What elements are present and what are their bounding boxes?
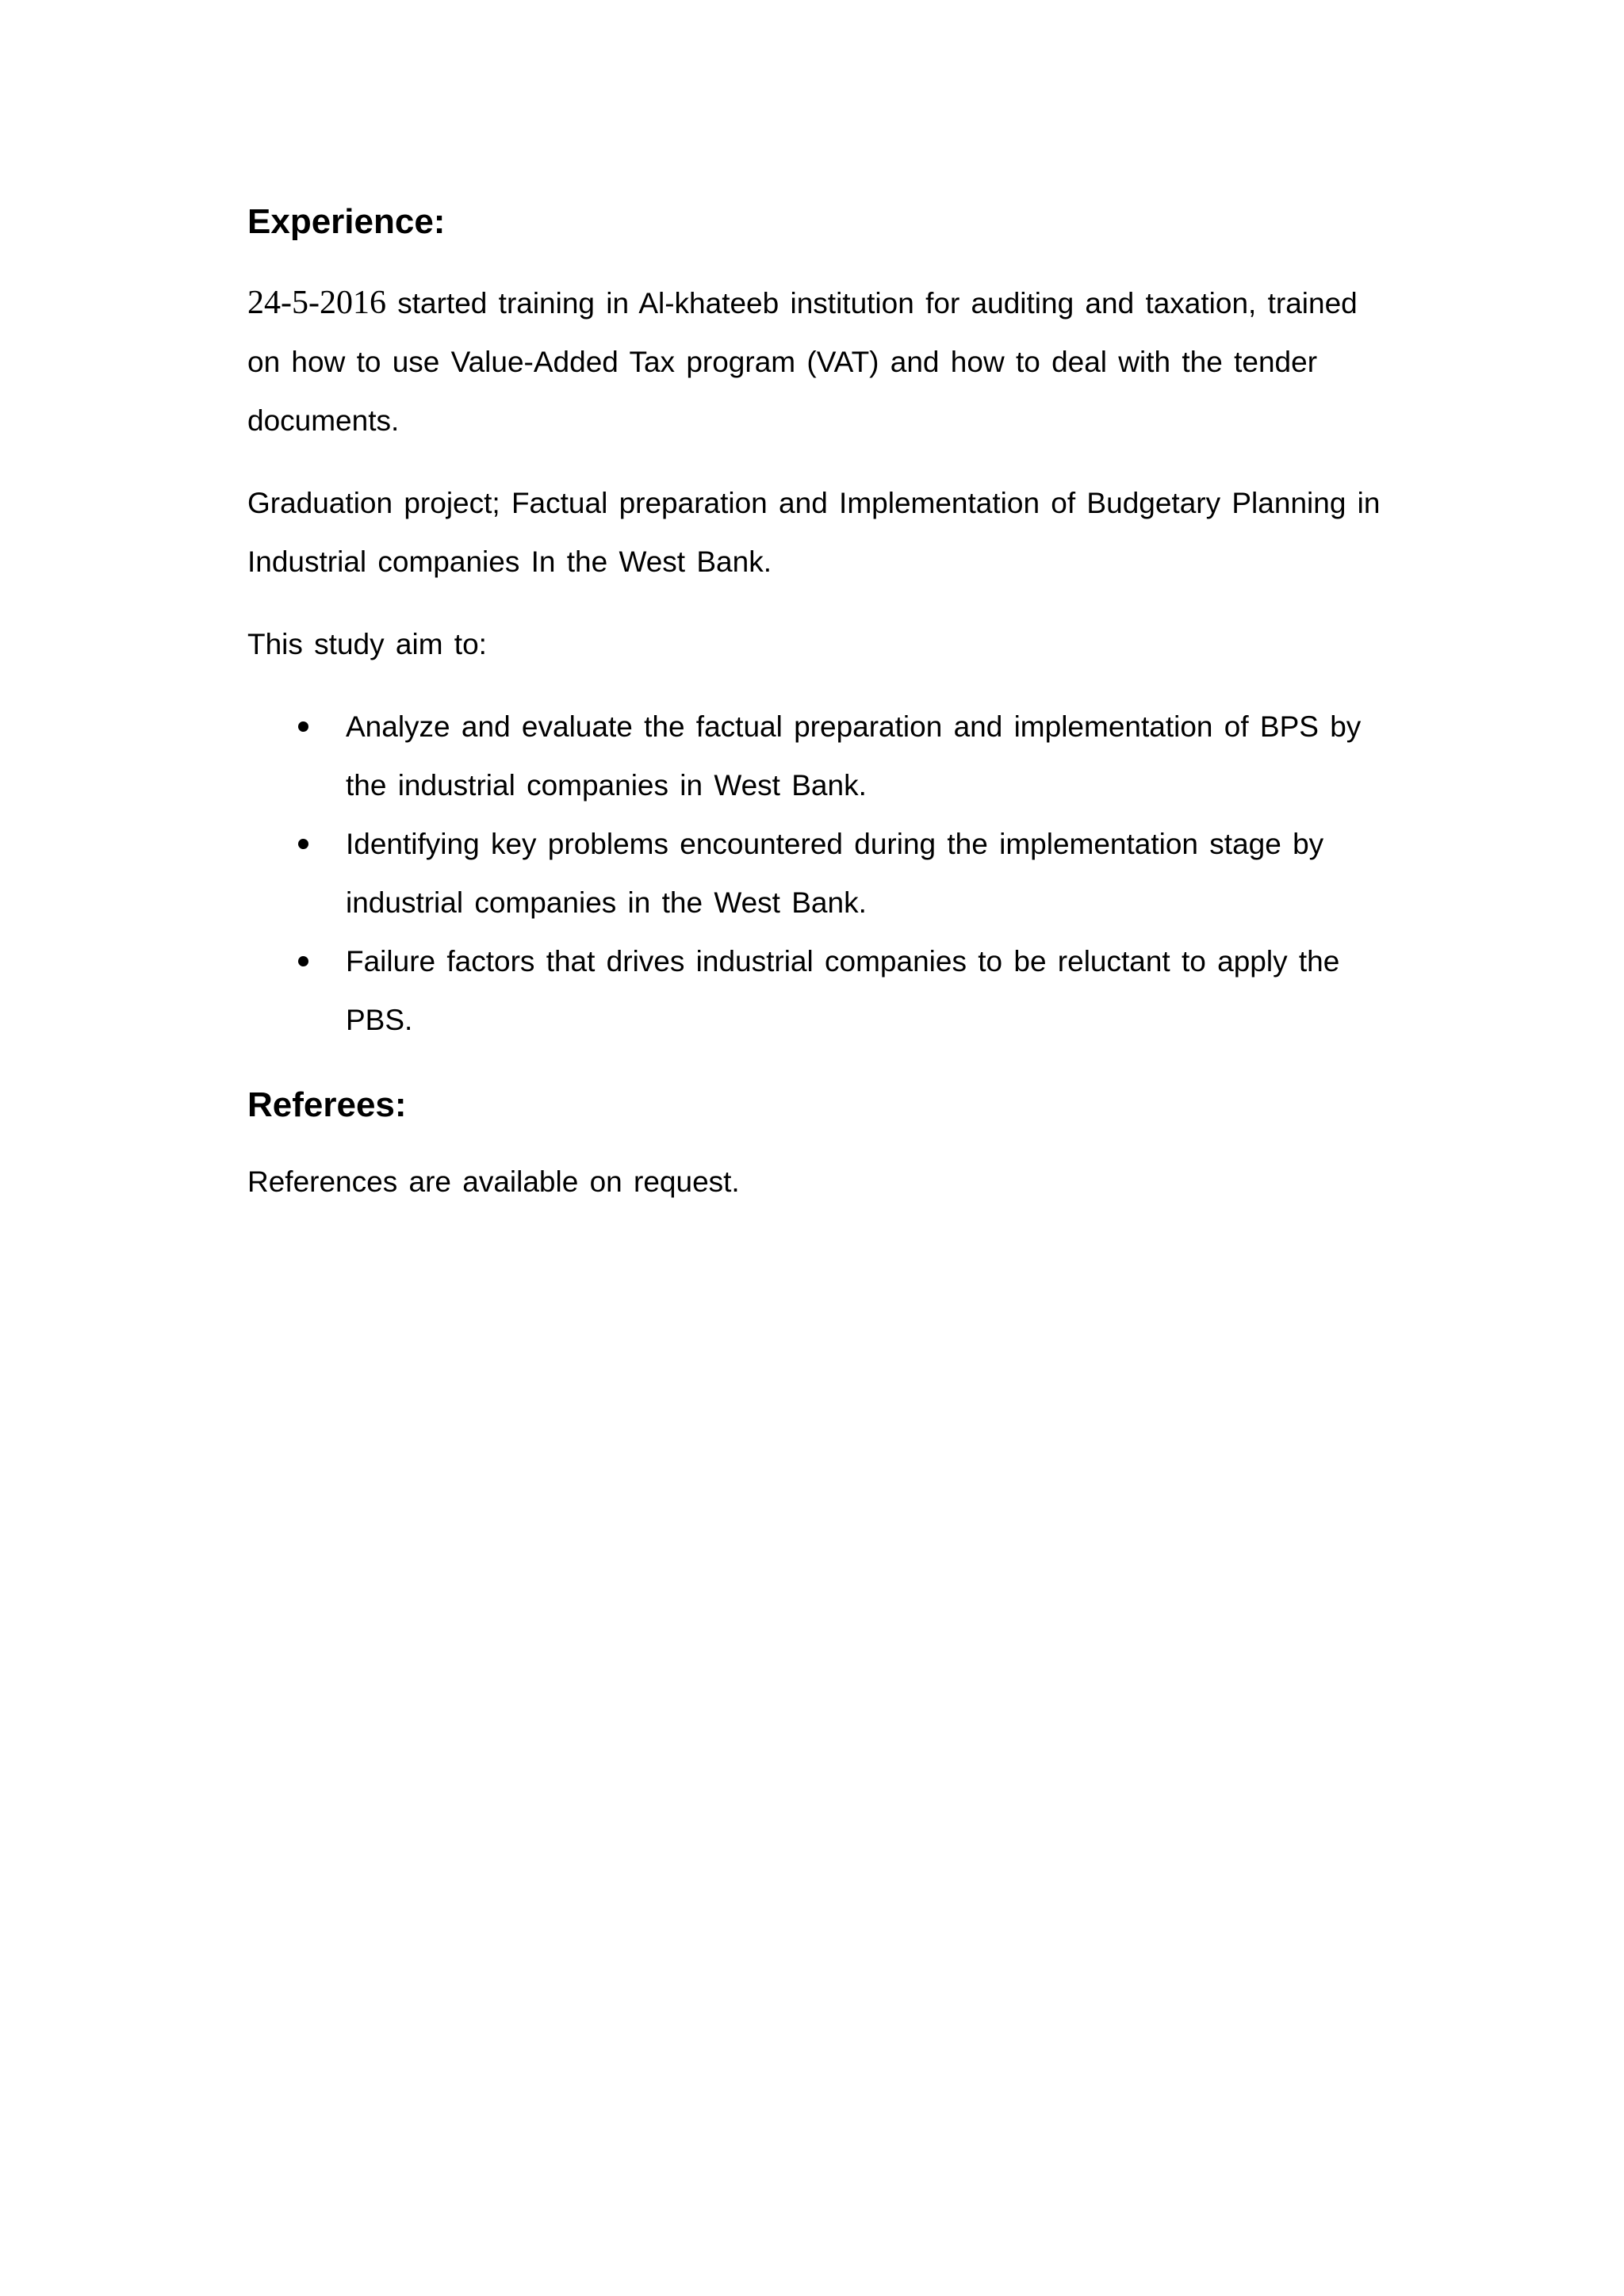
list-item (247, 698, 1386, 815)
list-item-text: Identifying key problems encountered during the implementation stage by industrial companies in the West Bank. (346, 828, 1324, 919)
training-date: 24-5-2016 (247, 285, 386, 321)
document-page (247, 198, 1386, 1211)
list-item-text: Failure factors that drives industrial companies to be reluctant to apply the PBS. (346, 945, 1340, 1036)
training-text: started training in Al-khateeb institution for auditing and taxation, trained on how to use Value-Added Tax program (VAT) and how to deal with the tender documents. (247, 287, 1358, 437)
experience-heading: Experience: (247, 202, 446, 241)
bullet-icon (298, 839, 308, 849)
referees-text: References are available on request. (247, 1165, 740, 1198)
list-item-text: Analyze and evaluate the factual preparation and implementation of BPS by the industrial companies in West Bank. (346, 710, 1362, 802)
study-intro: This study aim to: (247, 628, 487, 660)
study-aims-list (247, 698, 1386, 1050)
bullet-icon (298, 721, 308, 732)
graduation-project-paragraph: Graduation project; Factual preparation and Implementation of Budgetary Planning in Industrial companies In the West Bank. (247, 487, 1381, 578)
referees-heading: Referees: (247, 1085, 407, 1124)
bullet-icon (298, 956, 308, 966)
list-item (247, 932, 1386, 1050)
list-item (247, 815, 1386, 932)
training-paragraph (247, 274, 1386, 450)
